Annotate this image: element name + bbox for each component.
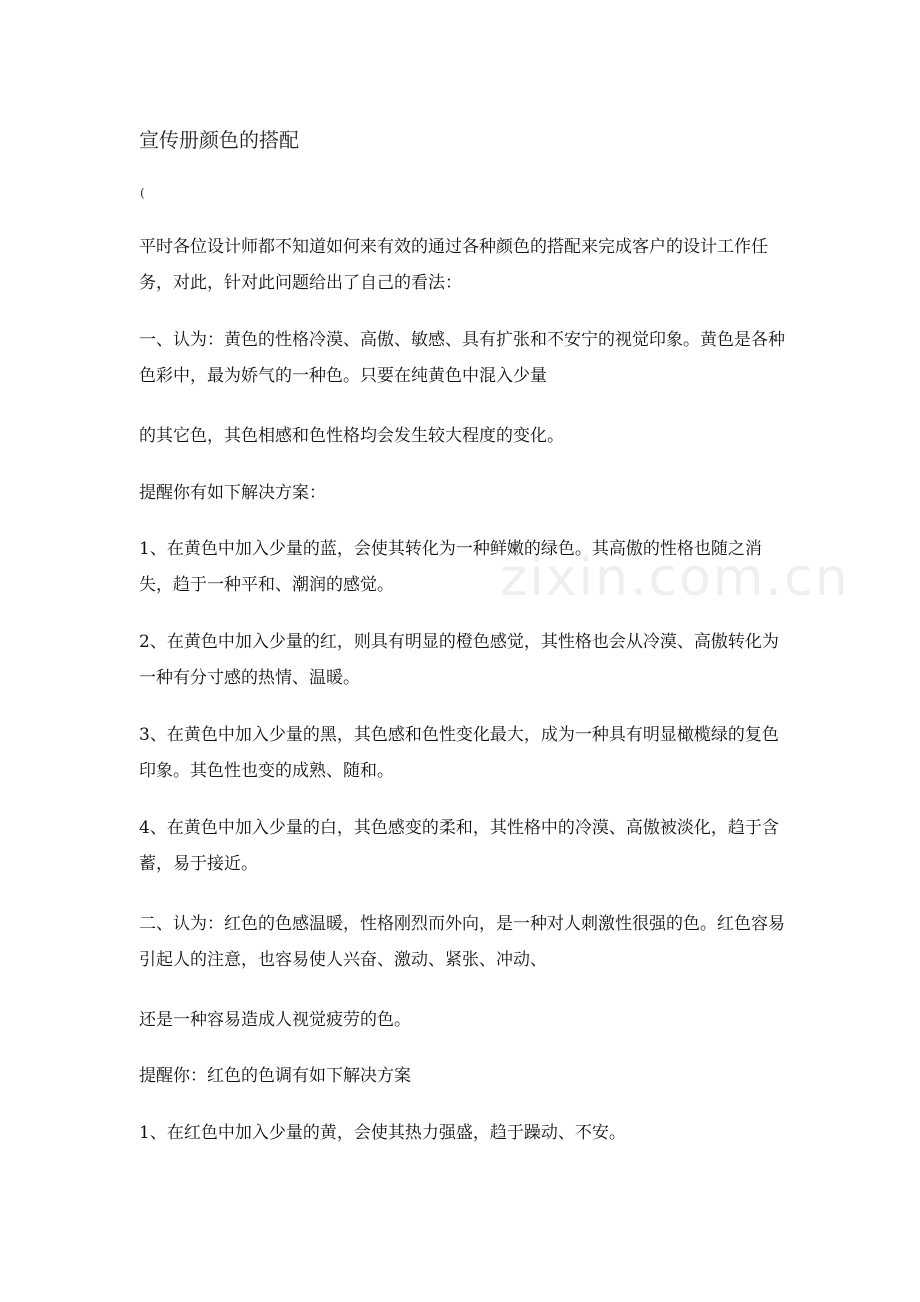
- paragraph-red-continued: 还是一种容易造成人视觉疲劳的色。: [139, 1010, 411, 1030]
- paragraph-intro: 平时各位设计师都不知道如何来有效的通过各种颜色的搭配来完成客户的设计工作任务，对此，针对此问题给出了自己的看法：: [139, 237, 768, 293]
- paragraph-yellow-item-1: 1、在黄色中加入少量的蓝，会使其转化为一种鲜嫩的绿色。其高傲的性格也随之消失，趋于一种平和、潮润的感觉。: [139, 539, 762, 595]
- paragraph-red-solutions-heading: 提醒你：红色的色调有如下解决方案: [139, 1066, 411, 1086]
- paragraph-red-item-1: 1、在红色中加入少量的黄，会使其热力强盛，趋于躁动、不安。: [139, 1123, 626, 1143]
- watermark: zixin.com.cn: [500, 548, 850, 608]
- document-title: 宣传册颜色的搭配: [139, 128, 299, 152]
- paragraph-yellow-item-2: 2、在黄色中加入少量的红，则具有明显的橙色感觉，其性格也会从冷漠、高傲转化为一种有分寸感的热情、温暖。: [139, 632, 779, 688]
- paragraph-red-intro: 二、认为：红色的色感温暖，性格刚烈而外向，是一种对人刺激性很强的色。红色容易引起人的注意，也容易使人兴奋、激动、紧张、冲动、: [139, 914, 785, 970]
- paragraph-yellow-intro: 一、认为：黄色的性格冷漠、高傲、敏感、具有扩张和不安宁的视觉印象。黄色是各种色彩中，最为娇气的一种色。只要在纯黄色中混入少量: [139, 330, 785, 386]
- paragraph-yellow-solutions-heading: 提醒你有如下解决方案：: [139, 483, 326, 503]
- paragraph-yellow-continued: 的其它色，其色相感和色性格均会发生较大程度的变化。: [139, 426, 564, 446]
- paragraph-yellow-item-3: 3、在黄色中加入少量的黑，其色感和色性变化最大，成为一种具有明显橄榄绿的复色印象。其色性也变的成熟、随和。: [139, 725, 779, 781]
- paragraph-yellow-item-4: 4、在黄色中加入少量的白，其色感变的柔和，其性格中的冷漠、高傲被淡化，趋于含蓄，易于接近。: [139, 818, 779, 874]
- stray-mark: (: [140, 186, 145, 200]
